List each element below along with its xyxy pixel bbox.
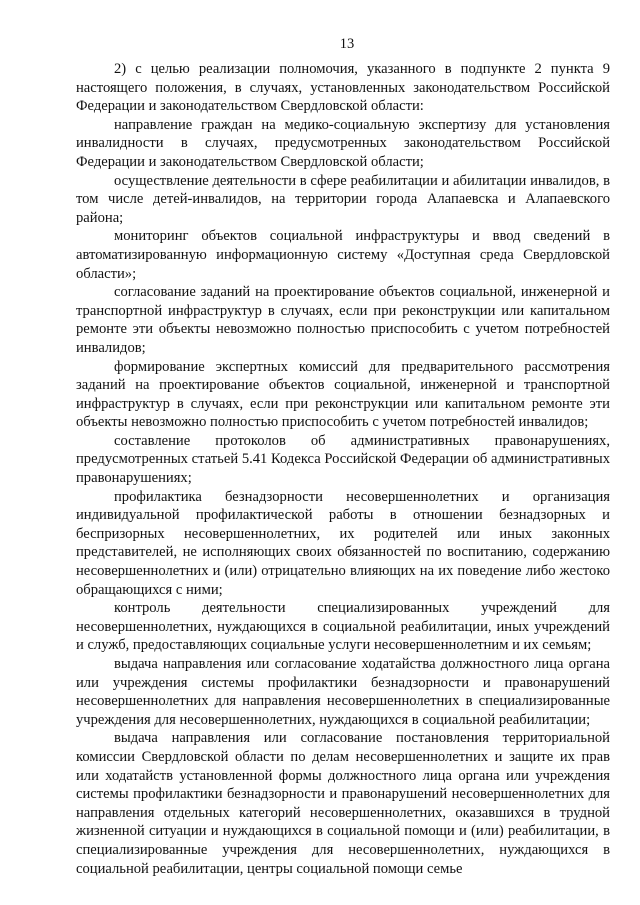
paragraph-prevention: профилактика безнадзорности несовершеннолетних и организация индивидуальной профилактической работы в отношении безнадзорных и беспризорных несовершеннолетних, их родителей или иных законных представителей, не исполняющих своих обязанностей по воспитанию, содержанию несовершеннолетних и (или) отрицательно влияющих на их поведение либо жестоко обращающихся с ними; bbox=[76, 488, 610, 598]
paragraph-design-approval: согласование заданий на проектирование объектов социальной, инженерной и транспортной инфраструктур в случаях, если при реконструкции или капитальном ремонте эти объекты невозможно полностью приспособить с учетом потребностей инвалидов; bbox=[76, 284, 610, 356]
paragraph-monitoring: мониторинг объектов социальной инфраструктуры и ввод сведений в автоматизированную информационную систему «Доступная среда Свердловской области»; bbox=[76, 228, 610, 282]
paragraph-mse-referral: направление граждан на медико-социальную экспертизу для установления инвалидности в случаях, предусмотренных законодательством Российской Федерации и законодательством Свердловской области; bbox=[76, 116, 610, 170]
page-number: 13 bbox=[339, 36, 355, 52]
paragraph-referral-petition: выдача направления или согласование ходатайства должностного лица органа или учреждения системы профилактики безнадзорности и правонарушений несовершеннолетних для направления несовершеннолетних в специализированные учреждения для несовершеннолетних, нуждающихся в социальной реабилитации; bbox=[76, 656, 610, 728]
paragraph-control: контроль деятельности специализированных учреждений для несовершеннолетних, нуждающихся в социальной реабилитации, иных учреждений и служб, предоставляющих социальные услуги несовершеннолетним и их семьям; bbox=[76, 600, 610, 654]
paragraph-item-2: 2) с целью реализации полномочия, указанного в подпункте 2 пункта 9 настоящего положения, в случаях, установленных законодательством Российской Федерации и законодательством Свердловской области: bbox=[76, 61, 610, 115]
paragraph-referral-resolution: выдача направления или согласование постановления территориальной комиссии Свердловской области по делам несовершеннолетних и защите их прав или ходатайств установленной формы должностного лица органа или учреждения системы профилактики безнадзорности и правонарушений несовершеннолетних для направления отдельных категорий несовершеннолетних, оказавшихся в трудной жизненной ситуации и нуждающихся в социальной помощи и (или) реабилитации, в специализированные учреждения для несовершеннолетних, нуждающихся в социальной реабилитации, центры социальной помощи семье bbox=[76, 730, 610, 877]
document-page bbox=[76, 34, 610, 878]
paragraph-protocols: составление протоколов об административных правонарушениях, предусмотренных статьей 5.41 Кодекса Российской Федерации об административных правонарушениях; bbox=[76, 432, 610, 487]
paragraph-rehabilitation: осуществление деятельности в сфере реабилитации и абилитации инвалидов, в том числе детей-инвалидов, на территории города Алапаевска и Алапаевского района; bbox=[76, 172, 610, 226]
paragraph-expert-commissions: формирование экспертных комиссий для предварительного рассмотрения заданий на проектирование объектов социальной, инженерной и транспортной инфраструктур в случаях, если при реконструкции или капитальном ремонте эти объекты невозможно полностью приспособить с учетом потребностей инвалидов; bbox=[76, 358, 610, 431]
